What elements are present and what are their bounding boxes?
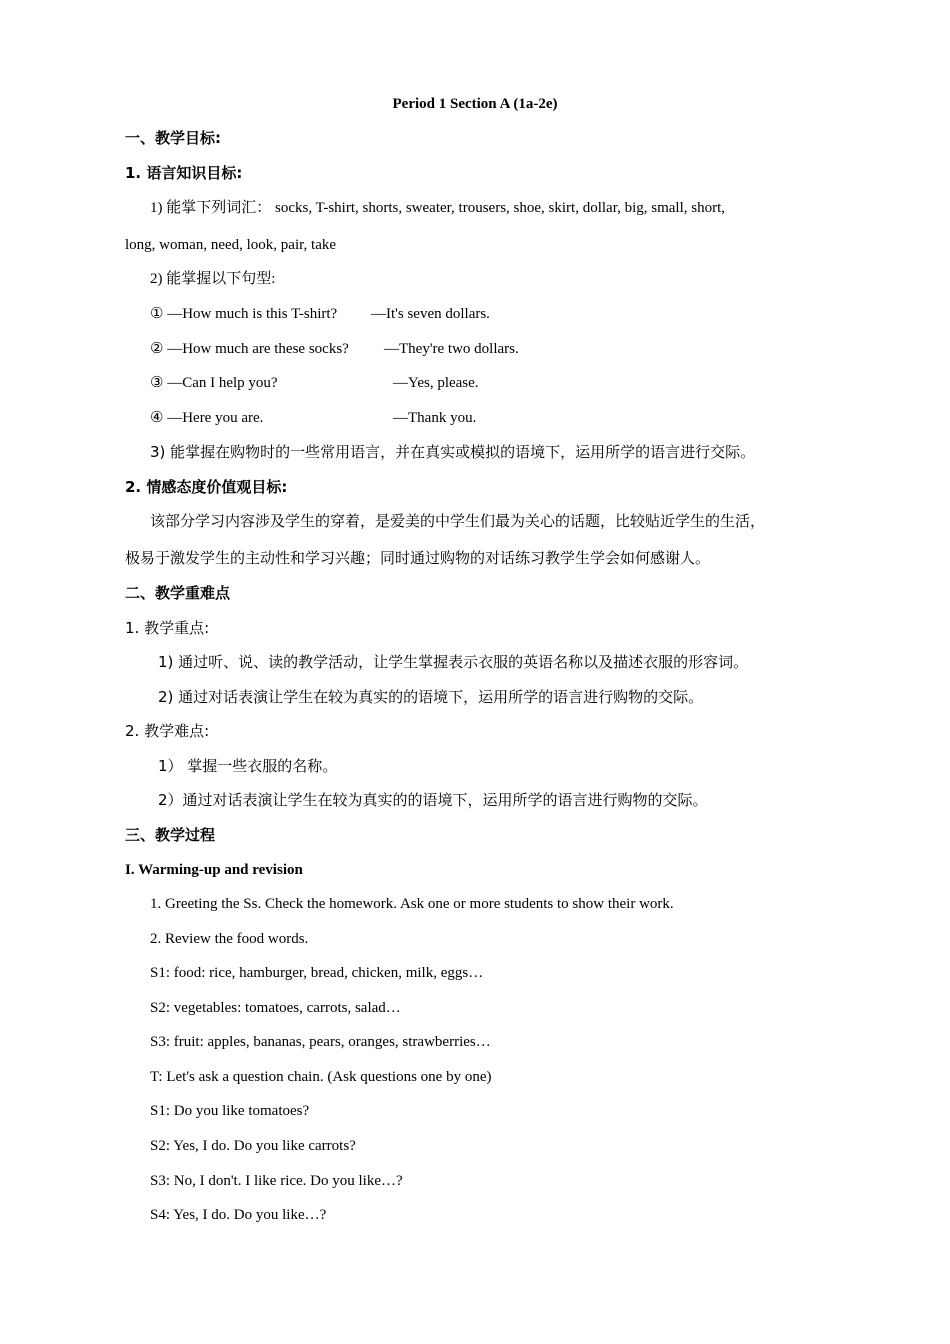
document-title: Period 1 Section A (1a-2e) [392, 96, 558, 112]
section-heading-key-points: 二、教学重难点 [125, 584, 231, 602]
sentence-pattern-3-answer: —Yes, please. [393, 375, 479, 391]
warmup-vegetable-words: S2: vegetables: tomatoes, carrots, salad… [150, 1000, 401, 1016]
sentence-pattern-1-answer: —It's seven dollars. [371, 306, 490, 322]
teaching-difficulty-2: 2）通过对话表演让学生在较为真实的的语境下，运用所学的语言进行购物的交际。 [158, 791, 708, 809]
dialogue-line-s3: S3: No, I don't. I like rice. Do you like…? [150, 1173, 403, 1189]
vocab-line-2: long, woman, need, look, pair, take [125, 237, 337, 253]
language-goal-3: 3) 能掌握在购物时的一些常用语言，并在真实或模拟的语境下，运用所学的语言进行交际。 [150, 443, 756, 461]
warmup-step-1: 1. Greeting the Ss. Check the homework. Ask one or more students to show their work. [150, 896, 674, 912]
emotional-goal-paragraph-line-1: 该部分学习内容涉及学生的穿着，是爱美的中学生们最为关心的话题，比较贴近学生的生活， [150, 512, 766, 530]
heading-teaching-focus: 1. 教学重点: [125, 619, 210, 637]
sentence-pattern-2-question: ② —How much are these socks? [150, 341, 349, 357]
warmup-step-2: 2. Review the food words. [150, 931, 309, 947]
dialogue-line-s1: S1: Do you like tomatoes? [150, 1103, 310, 1119]
heading-warming-up: I. Warming-up and revision [125, 862, 303, 878]
dialogue-line-s4: S4: Yes, I do. Do you like…? [150, 1207, 327, 1223]
heading-language-goals: 1. 语言知识目标: [125, 164, 243, 182]
sentence-pattern-2-answer: —They're two dollars. [384, 341, 519, 357]
teaching-difficulty-1: 1） 掌握一些衣服的名称。 [158, 757, 338, 775]
sentence-pattern-3-question: ③ —Can I help you? [150, 375, 278, 391]
heading-teaching-difficulty: 2. 教学难点: [125, 722, 210, 740]
warmup-question-chain: T: Let's ask a question chain. (Ask questions one by one) [150, 1069, 492, 1085]
section-heading-process: 三、教学过程 [125, 826, 216, 844]
warmup-food-words: S1: food: rice, hamburger, bread, chicken, milk, eggs… [150, 965, 484, 981]
dialogue-line-s2: S2: Yes, I do. Do you like carrots? [150, 1138, 356, 1154]
vocab-line-1: 1) 能掌下列词汇： socks, T-shirt, shorts, sweater, trousers, shoe, skirt, dollar, big, small, short, [150, 200, 726, 216]
heading-emotional-goals: 2. 情感态度价值观目标: [125, 478, 288, 496]
warmup-fruit-words: S3: fruit: apples, bananas, pears, oranges, strawberries… [150, 1034, 491, 1050]
sentence-pattern-4-answer: —Thank you. [393, 410, 477, 426]
teaching-focus-1: 1) 通过听、说、读的教学活动，让学生掌握表示衣服的英语名称以及描述衣服的形容词。 [158, 653, 749, 671]
sentence-patterns-intro: 2) 能掌握以下句型: [150, 271, 276, 287]
emotional-goal-paragraph-line-2: 极易于激发学生的主动性和学习兴趣；同时通过购物的对话练习教学生学会如何感谢人。 [125, 549, 711, 567]
sentence-pattern-4-question: ④ —Here you are. [150, 410, 264, 426]
section-heading-objectives: 一、教学目标: [125, 129, 221, 147]
sentence-pattern-1-question: ① —How much is this T-shirt? [150, 306, 338, 322]
teaching-focus-2: 2) 通过对话表演让学生在较为真实的的语境下，运用所学的语言进行购物的交际。 [158, 688, 704, 706]
